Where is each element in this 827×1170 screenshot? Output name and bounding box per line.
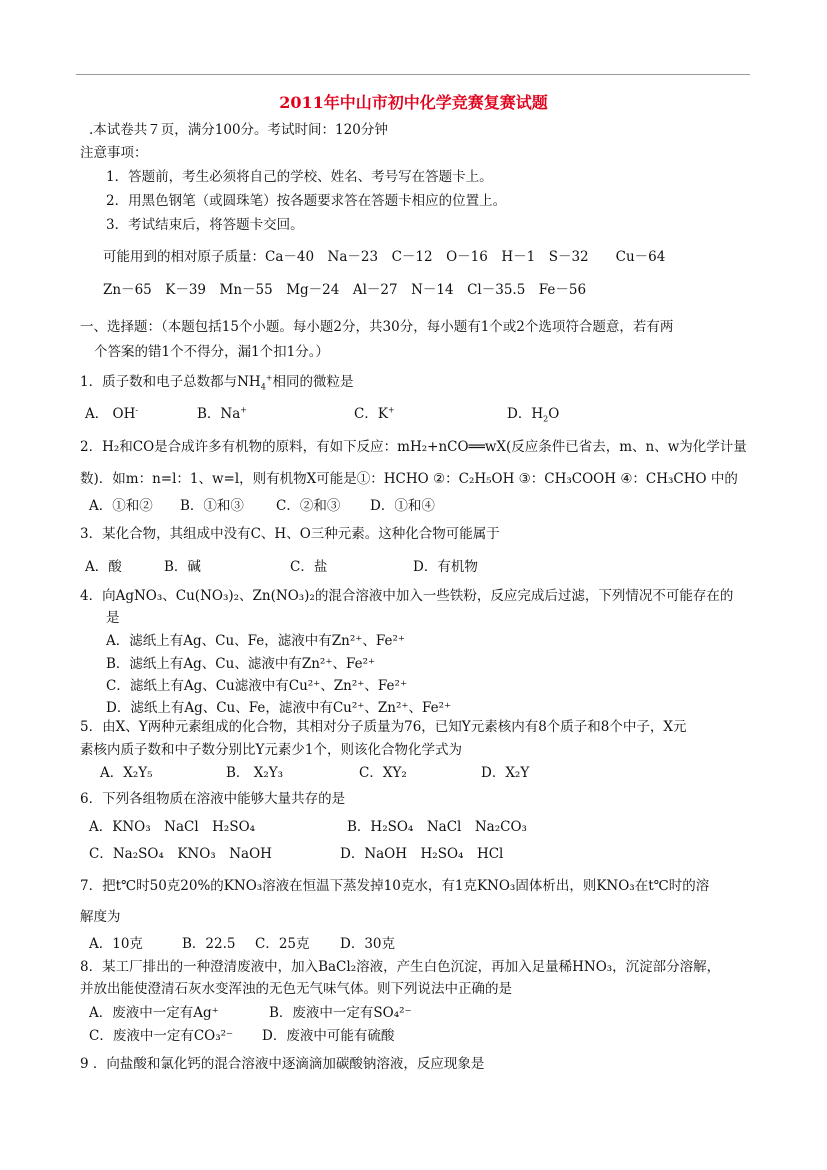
header-rule <box>76 74 750 75</box>
question-8-line-2: 并放出能使澄清石灰水变浑浊的无色无气味气体。则下列说法中正确的是 <box>80 981 512 997</box>
atomic-mass-line-1: 可能用到的相对原子质量：Ca－40 Na－23 C－12 O－16 H－1 S－32 Cu－64 <box>103 249 666 265</box>
question-2-option-a: A．①和② <box>89 498 153 514</box>
question-5-option-b: B． X₂Y₃ <box>226 765 284 781</box>
question-8-line-1: 8．某工厂排出的一种澄清废液中，加入BaCl₂溶液，产生白色沉淀，再加入足量稀HNO₃，沉淀部分溶解， <box>80 959 721 975</box>
question-3-stem: 3．某化合物，其组成中没有C、H、O三种元素。这种化合物可能属于 <box>80 526 500 542</box>
question-3-option-c: C．盐 <box>290 559 328 575</box>
note-1: 1．答题前，考生必须将自己的学校、姓名、考号写在答题卡上。 <box>106 169 493 185</box>
question-5-option-a: A．X₂Y₅ <box>100 765 153 781</box>
notes-title: 注意事项： <box>80 145 148 161</box>
note-3: 3．考试结束后，将答题卡交回。 <box>106 217 304 233</box>
question-4-option-a: A．滤纸上有Ag、Cu、Fe，滤液中有Zn²⁺、Fe²⁺ <box>106 633 406 649</box>
question-7-option-d: D．30克 <box>340 936 396 952</box>
question-2-line-1: 2．H₂和CO是合成许多有机物的原料，有如下反应：mH₂+nCO══wX(反应条件已省去，m、n、w为化学计量 <box>80 439 747 455</box>
section-heading-line-2: 个答案的错1个不得分，漏1个扣1分。） <box>94 344 330 360</box>
question-6-option-b: B．H₂SO₄ NaCl Na₂CO₃ <box>347 819 527 835</box>
question-8-option-a: A．废液中一定有Ag⁺ <box>89 1005 219 1021</box>
question-5-line-2: 素核内质子数和中子数分别比Y元素少1个，则该化合物化学式为 <box>80 742 463 758</box>
question-6-stem: 6．下列各组物质在溶液中能够大量共存的是 <box>80 791 346 807</box>
question-6-option-c: C．Na₂SO₄ KNO₃ NaOH <box>89 846 272 862</box>
exam-intro: .本试卷共７页，满分100分。考试时间：120分钟 <box>89 122 388 138</box>
question-7-option-c: C．25克 <box>255 936 310 952</box>
question-7-line-2: 解度为 <box>80 909 121 925</box>
atomic-mass-line-2: Zn－65 K－39 Mn－55 Mg－24 Al－27 N－14 Cl－35.5 Fe－56 <box>103 282 587 298</box>
page-title: 2011年中山市初中化学竞赛复赛试题 <box>279 93 548 112</box>
question-4-option-d: D．滤纸上有Ag、Cu、Fe，滤液中有Cu²⁺、Zn²⁺、Fe²⁺ <box>106 700 452 716</box>
question-2-line-2: 数)．如m：n=l：1、w=l，则有机物X可能是①：HCHO ②：C₂H₅OH ③：CH₃COOH ④：CH₃CHO 中的 <box>80 471 738 487</box>
question-1-option-d: D．$H_2O$ <box>507 406 560 424</box>
question-6-option-a: A．KNO₃ NaCl H₂SO₄ <box>89 819 256 835</box>
question-2-option-b: B．①和③ <box>180 498 244 514</box>
question-2-option-d: D．①和④ <box>370 498 435 514</box>
note-2: 2．用黑色钢笔（或圆珠笔）按各题要求答在答题卡相应的位置上。 <box>106 193 507 209</box>
question-9-stem: 9 ．向盐酸和氯化钙的混合溶液中逐滴滴加碳酸钠溶液，反应现象是 <box>80 1056 485 1072</box>
question-4-option-c: C．滤纸上有Ag、Cu滤液中有Cu²⁺、Zn²⁺、Fe²⁺ <box>106 678 408 694</box>
question-4-option-b: B．滤纸上有Ag、Cu、滤液中有Zn²⁺、Fe²⁺ <box>106 656 376 672</box>
question-1-option-b: B．Na+ <box>197 405 247 422</box>
question-6-option-d: D．NaOH H₂SO₄ HCl <box>340 846 504 862</box>
question-5-option-c: C．XY₂ <box>359 765 407 781</box>
question-5-option-d: D．X₂Y <box>481 765 530 781</box>
question-2-option-c: C．②和③ <box>276 498 341 514</box>
question-5-line-1: 5．由X、Y两种元素组成的化合物，其相对分子质量为76，已知Y元素核内有8个质子和8个中子，X元 <box>80 719 687 735</box>
question-3-option-d: D．有机物 <box>413 559 478 575</box>
question-8-option-d: D．废液中可能有硫酸 <box>262 1028 395 1044</box>
question-1-option-a: A． OH- <box>85 405 139 422</box>
question-8-option-b: B．废液中一定有SO₄²⁻ <box>269 1005 412 1021</box>
question-7-option-b: B．22.5 <box>182 936 236 952</box>
question-4-line-2: 是 <box>106 610 120 626</box>
question-1-option-c: C．K+ <box>354 405 395 422</box>
question-7-line-1: 7．把t℃时50克20%的KNO₃溶液在恒温下蒸发掉10克水，有1克KNO₃固体析出，则KNO₃在t℃时的溶 <box>80 878 710 894</box>
question-4-line-1: 4．向AgNO₃、Cu(NO₃)₂、Zn(NO₃)₂的混合溶液中加入一些铁粉，反应完成后过滤，下列情况不可能存在的 <box>80 588 734 604</box>
question-7-option-a: A．10克 <box>89 936 143 952</box>
section-heading-line-1: 一、选择题：（本题包括15个小题。每小题2分，共30分，每小题有1个或2个选项符合题意，若有两 <box>80 319 674 335</box>
question-8-option-c: C．废液中一定有CO₃²⁻ <box>89 1028 234 1044</box>
question-1-stem: 1．质子数和电子总数都与$NH_4^+$相同的微粒是 <box>80 373 354 392</box>
question-3-option-b: B．碱 <box>164 559 201 575</box>
question-3-option-a: A．酸 <box>85 559 122 575</box>
